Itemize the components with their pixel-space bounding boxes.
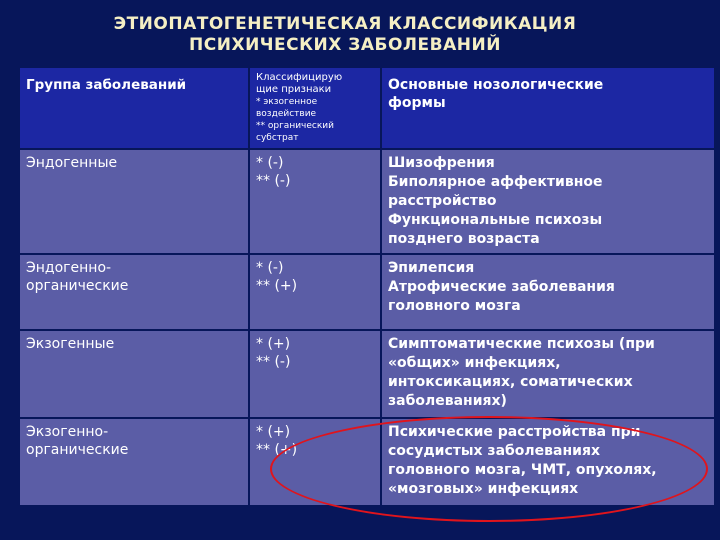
- group-cell: [19, 254, 249, 330]
- forms-line: Симптоматические психозы (при: [388, 336, 655, 352]
- signs-cell: [249, 330, 381, 418]
- group-cell: [19, 330, 249, 418]
- title-line-1: ЭТИОПАТОГЕНЕТИЧЕСКАЯ КЛАССИФИКАЦИЯ: [113, 14, 577, 34]
- forms-line: головного мозга: [388, 298, 521, 314]
- forms-line: головного мозга, ЧМТ, опухолях,: [388, 462, 657, 478]
- group-line: органические: [26, 278, 129, 294]
- group-cell: [19, 418, 249, 506]
- forms-cell: [381, 418, 715, 506]
- header-signs-line: щие признаки: [256, 84, 332, 95]
- header-signs-line: ** органический: [256, 121, 334, 131]
- signs-line: ** (-): [256, 354, 291, 370]
- header-signs-line: воздействие: [256, 109, 317, 119]
- group-line: Экзогенные: [26, 336, 115, 352]
- group-line: Экзогенно-: [26, 424, 109, 440]
- table-row: [19, 149, 715, 254]
- forms-line: интоксикациях, соматических: [388, 374, 633, 390]
- signs-line: * (+): [256, 336, 291, 352]
- forms-line: Биполярное аффективное: [388, 174, 603, 190]
- forms-line: Психические расстройства при: [388, 424, 641, 440]
- group-line: органические: [26, 442, 129, 458]
- signs-line: ** (+): [256, 278, 298, 294]
- group-line: Эндогенно-: [26, 260, 112, 276]
- forms-cell: [381, 149, 715, 254]
- forms-line: Функциональные психозы: [388, 212, 603, 228]
- signs-line: * (+): [256, 424, 291, 440]
- table-row: [19, 254, 715, 330]
- table-row: [19, 330, 715, 418]
- signs-line: * (-): [256, 155, 284, 171]
- signs-cell: [249, 149, 381, 254]
- header-forms: [381, 67, 715, 149]
- table-header-row: [19, 67, 715, 149]
- header-signs-line: Классифицирую: [256, 72, 343, 83]
- classification-table: [18, 66, 716, 507]
- forms-line: Атрофические заболевания: [388, 279, 615, 295]
- header-group: Группа заболеваний: [19, 67, 249, 149]
- forms-line: расстройство: [388, 193, 497, 209]
- forms-line: «мозговых» инфекциях: [388, 481, 579, 497]
- header-forms-line: формы: [388, 95, 446, 111]
- signs-line: ** (+): [256, 442, 298, 458]
- header-signs-line: субстрат: [256, 133, 299, 143]
- forms-cell: [381, 254, 715, 330]
- forms-line: Эпилепсия: [388, 260, 475, 276]
- forms-line: Шизофрения: [388, 155, 495, 171]
- signs-cell: [249, 418, 381, 506]
- forms-cell: [381, 330, 715, 418]
- forms-line: заболеваниях): [388, 393, 507, 409]
- forms-line: «общих» инфекциях,: [388, 355, 561, 371]
- group-cell: [19, 149, 249, 254]
- forms-line: сосудистых заболеваниях: [388, 443, 600, 459]
- signs-line: * (-): [256, 260, 284, 276]
- signs-line: ** (-): [256, 173, 291, 189]
- header-signs-line: * экзогенное: [256, 97, 318, 107]
- header-signs: [249, 67, 381, 149]
- forms-line: позднего возраста: [388, 231, 540, 247]
- title-line-2: ПСИХИЧЕСКИХ ЗАБОЛЕВАНИЙ: [189, 35, 501, 55]
- header-forms-line: Основные нозологические: [388, 77, 604, 93]
- group-line: Эндогенные: [26, 155, 118, 171]
- table-row: [19, 418, 715, 506]
- signs-cell: [249, 254, 381, 330]
- page-title: [0, 14, 690, 56]
